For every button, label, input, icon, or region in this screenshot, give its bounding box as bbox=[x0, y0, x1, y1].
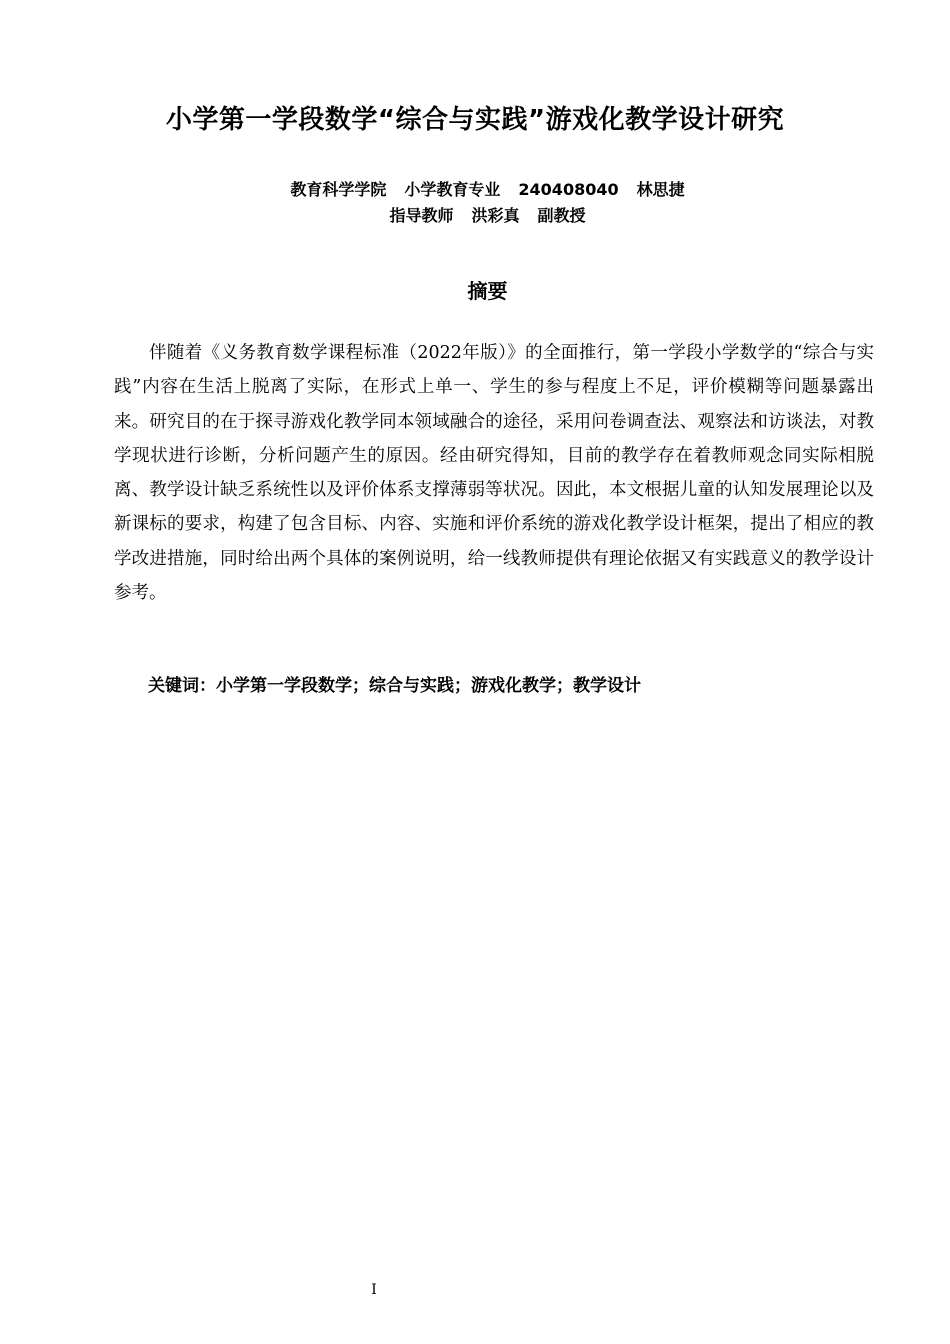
advisor-title: 副教授 bbox=[537, 206, 586, 225]
author-major: 小学教育专业 bbox=[404, 180, 501, 199]
advisor-line bbox=[0, 204, 950, 228]
abstract-body: 伴随着《义务教育数学课程标准（2022年版）》的全面推行，第一学段小学数学的“综合与实践”内容在生活上脱离了实际，在形式上单一、学生的参与程度上不足，评价模糊等问题暴露出来。研究目的在于探寻游戏化教学同本领域融合的途径，采用问卷调查法、观察法和访谈法，对教学现状进行诊断，分析问题产生的原因。经由研究得知，目前的教学存在着教师观念同实际相脱离、教学设计缺乏系统性以及评价体系支撑薄弱等状况。因此，本文根据儿童的认知发展理论以及新课标的要求，构建了包含目标、内容、实施和评价系统的游戏化教学设计框架，提出了相应的教学改进措施，同时给出两个具体的案例说明，给一线教师提供有理论依据又有实践意义的教学设计参考。 bbox=[114, 343, 874, 604]
abstract-heading: 摘要 bbox=[467, 279, 508, 303]
author-student-id: 240408040 bbox=[518, 180, 619, 199]
paper-title: 小学第一学段数学“综合与实践”游戏化教学设计研究 bbox=[165, 105, 785, 135]
keywords: 关键词：小学第一学段数学；综合与实践；游戏化教学；教学设计 bbox=[148, 676, 641, 696]
advisor-label: 指导教师 bbox=[389, 206, 454, 225]
page-number: I bbox=[371, 1282, 377, 1298]
author-line bbox=[0, 178, 950, 202]
author-college: 教育科学学院 bbox=[290, 180, 387, 199]
advisor-name: 洪彩真 bbox=[471, 206, 520, 225]
author-name: 林思捷 bbox=[636, 180, 685, 199]
